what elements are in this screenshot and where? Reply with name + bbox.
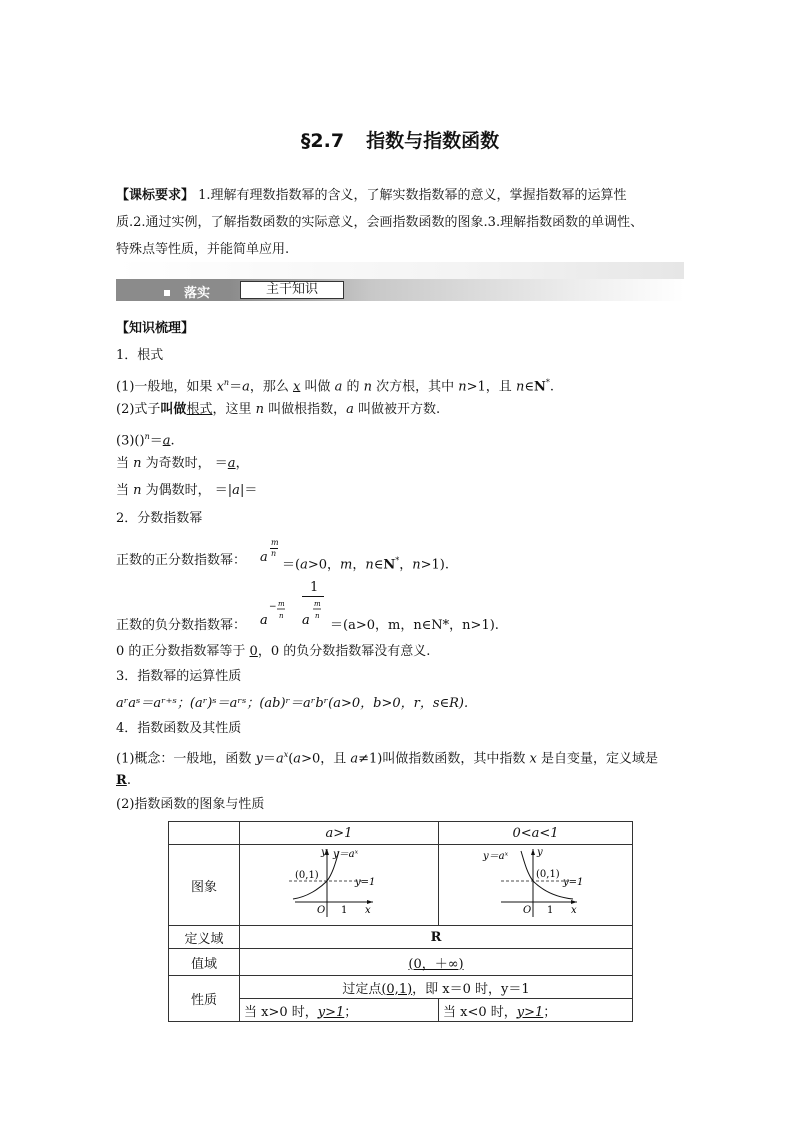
t: 正数的正分数指数幂： xyxy=(116,553,247,568)
t: a xyxy=(275,751,284,767)
table-row xyxy=(169,949,633,976)
t: x xyxy=(283,750,289,759)
s4-line2 xyxy=(116,772,131,790)
t: y=1 xyxy=(562,877,583,888)
t: ， xyxy=(352,557,366,573)
properties-table xyxy=(168,821,633,1022)
t: a xyxy=(293,751,302,767)
t: n xyxy=(144,432,150,441)
t: y＝aˣ xyxy=(482,851,508,862)
t: . xyxy=(170,433,175,449)
t: 0 xyxy=(249,644,258,659)
t: R xyxy=(430,929,442,945)
t: a xyxy=(162,433,171,449)
t: a xyxy=(300,557,308,573)
t: 过定点 xyxy=(342,981,382,997)
t: N xyxy=(533,379,546,395)
t: (1)概念：一般地，函数 xyxy=(116,751,256,767)
s2-zero xyxy=(116,643,430,661)
t: 当 x>0 时， xyxy=(244,1004,318,1020)
t: O xyxy=(317,905,326,916)
requirements-label: 【课标要求】 xyxy=(116,188,195,203)
t: 叫做根指数， xyxy=(263,402,347,417)
t: . xyxy=(126,773,131,788)
s2-positive-cond xyxy=(282,552,449,574)
t: a xyxy=(260,613,268,628)
t: − xyxy=(269,602,277,612)
t: ( xyxy=(288,751,294,767)
table-row xyxy=(169,822,633,845)
t: x xyxy=(570,905,577,916)
t: 叫做被开方数. xyxy=(353,402,441,417)
t: 叫做 xyxy=(160,402,187,417)
t: R xyxy=(116,773,127,788)
t: 0<a<1 xyxy=(512,825,559,841)
s2-heading: 2．分数指数幂 xyxy=(116,511,203,526)
t: 的 xyxy=(342,379,364,395)
t: y=1 xyxy=(355,877,376,888)
t: n xyxy=(515,379,525,395)
t: y>1 xyxy=(516,1004,544,1020)
t: y xyxy=(321,847,327,858)
section-number: §2.7 xyxy=(300,130,345,152)
t: 当 xyxy=(116,483,134,498)
t: (0,1) xyxy=(381,981,413,997)
t: n xyxy=(279,612,284,620)
graph-increasing-svg xyxy=(289,845,389,921)
s1-line5 xyxy=(116,482,257,500)
t: ＝ xyxy=(229,379,243,395)
t: >1). xyxy=(420,557,450,573)
page-title xyxy=(0,126,800,153)
t: ， xyxy=(399,557,413,573)
t: y xyxy=(255,751,263,767)
t: 根式 xyxy=(186,402,213,417)
t: ∈ xyxy=(524,379,534,395)
t: a>1 xyxy=(325,825,353,841)
t: (3)() xyxy=(116,433,145,449)
t: n xyxy=(255,402,264,417)
table-row xyxy=(169,845,633,926)
requirements-line1: 1.理解有理数指数幂的含义，了解实数指数幂的意义，掌握指数幂的运算性 xyxy=(194,188,627,203)
t: (2)式子 xyxy=(116,402,161,417)
s1-line4 xyxy=(116,455,249,473)
t: (0,1) xyxy=(535,869,560,880)
t: >0，且 xyxy=(301,751,351,767)
t: ，那么 xyxy=(249,379,293,395)
t: 1 xyxy=(341,905,348,916)
table-header-a-gt-1 xyxy=(240,822,439,845)
t: a xyxy=(346,402,354,417)
t: ，即 x＝0 时，y＝1 xyxy=(412,981,530,997)
row-label-graph: 图象 xyxy=(169,845,240,926)
table-cell xyxy=(169,822,240,845)
t: a xyxy=(227,456,236,471)
t: a xyxy=(302,613,310,628)
t: (1)一般地，如果 xyxy=(116,379,217,395)
s2-negative-cond: ＝(a>0，m，n∈N*，n>1). xyxy=(330,618,499,633)
t: ＝| xyxy=(210,483,233,498)
t: ∈ xyxy=(373,557,384,573)
t: (0,1) xyxy=(295,870,319,881)
row-label-props: 性质 xyxy=(169,976,240,1022)
t: 为偶数时， xyxy=(141,483,211,498)
t: n xyxy=(271,549,277,558)
t: ； xyxy=(543,1004,557,1020)
t: 正数的负分数指数幂： xyxy=(116,618,247,633)
graph-decreasing xyxy=(439,845,633,926)
t: x xyxy=(529,751,537,767)
s1-line3 xyxy=(116,428,175,450)
s2-negative xyxy=(116,617,246,635)
neg-numerator: 1 xyxy=(310,580,319,595)
t: ； xyxy=(344,1004,358,1020)
t: 0 的正分数指数幂等于 xyxy=(116,644,250,659)
t: a xyxy=(232,483,240,498)
s1-line2 xyxy=(116,401,440,419)
range-value xyxy=(240,949,633,976)
t: n xyxy=(363,379,372,395)
graph-decreasing-svg xyxy=(481,845,591,921)
title-text: 指数与指数函数 xyxy=(366,130,500,152)
t: ＝ xyxy=(210,456,228,471)
t: m xyxy=(314,600,321,608)
t: |＝ xyxy=(239,483,258,498)
t: * xyxy=(395,556,400,565)
requirements-block xyxy=(116,182,686,263)
props-common xyxy=(240,976,633,999)
requirements-line2: 质.2.通过实例，了解指数函数的实际意义，会画指数函数的图象.3.理解指数函数的单调性、 xyxy=(116,215,644,230)
t: 是自变量，定义域是 xyxy=(536,751,658,767)
t: * xyxy=(545,378,550,387)
s3-heading: 3．指数幂的运算性质 xyxy=(116,669,242,684)
t: 1 xyxy=(546,905,553,916)
table-header-a-lt-1 xyxy=(439,822,633,845)
t: a xyxy=(350,751,359,767)
graph-increasing xyxy=(240,845,439,926)
t: a xyxy=(242,379,250,395)
table-row xyxy=(169,926,633,949)
t: y xyxy=(536,847,543,858)
s2-positive xyxy=(116,552,246,570)
t: a xyxy=(260,550,268,565)
section-heading: 【知识梳理】 xyxy=(116,321,195,336)
t: . xyxy=(549,379,554,395)
requirements-line3: 特殊点等性质，并能简单应用. xyxy=(116,242,290,257)
t: x xyxy=(216,379,224,395)
t: n xyxy=(133,483,142,498)
props-left xyxy=(240,999,439,1022)
t: ， xyxy=(235,456,249,471)
t: (0，＋∞) xyxy=(408,956,464,972)
t: n xyxy=(133,456,142,471)
t: N xyxy=(383,557,396,573)
t: 当 x<0 时， xyxy=(443,1004,517,1020)
t: n xyxy=(412,557,421,573)
banner-left xyxy=(118,282,236,301)
t: x xyxy=(365,905,371,916)
s1-line1 xyxy=(116,374,554,396)
t: n xyxy=(458,379,467,395)
t: ＝( xyxy=(282,557,301,573)
t: y>1 xyxy=(317,1004,345,1020)
s4-line3: (2)指数函数的图象与性质 xyxy=(116,797,265,812)
t: m xyxy=(271,538,279,547)
domain-value xyxy=(240,926,633,949)
t: 当 xyxy=(116,456,134,471)
t: m xyxy=(278,600,285,608)
t: >0， xyxy=(307,557,341,573)
t: y＝aˣ xyxy=(333,849,359,860)
banner-left-label: 落实 xyxy=(184,286,211,301)
t: ，这里 xyxy=(212,402,256,417)
t: 为奇数时， xyxy=(141,456,211,471)
s1-heading: 1．根式 xyxy=(116,348,164,363)
s4-heading: 4．指数函数及其性质 xyxy=(116,721,242,736)
props-right xyxy=(439,999,633,1022)
row-label-domain: 定义域 xyxy=(169,926,240,949)
t: 叫做 xyxy=(300,379,335,395)
t: 0 的负分数指数幂没有意义. xyxy=(270,644,431,659)
t: a xyxy=(334,379,343,395)
t: >1，且 xyxy=(466,379,516,395)
t: m xyxy=(340,557,353,573)
bullet-square-icon xyxy=(164,290,170,296)
t: n xyxy=(223,378,230,387)
t: ＝ xyxy=(262,751,276,767)
t: ≠1)叫做指数函数，其中指数 xyxy=(358,751,530,767)
t: 次方根，其中 xyxy=(372,379,459,395)
row-label-range: 值域 xyxy=(169,949,240,976)
t: x xyxy=(292,379,301,395)
s3-rule: aʳaˢ＝aʳ⁺ˢ；(aʳ)ˢ＝aʳˢ；(ab)ʳ＝aʳbʳ(a>0，b>0，r，s∈R). xyxy=(116,696,469,711)
s4-line1 xyxy=(116,746,658,768)
banner-shadow xyxy=(116,262,684,279)
t: O xyxy=(522,905,531,916)
t: ＝ xyxy=(149,433,163,449)
t: n xyxy=(365,557,374,573)
t: n xyxy=(315,612,320,620)
table-row xyxy=(169,976,633,999)
t: ， xyxy=(257,644,271,659)
banner-box: 主干知识 xyxy=(240,281,344,299)
